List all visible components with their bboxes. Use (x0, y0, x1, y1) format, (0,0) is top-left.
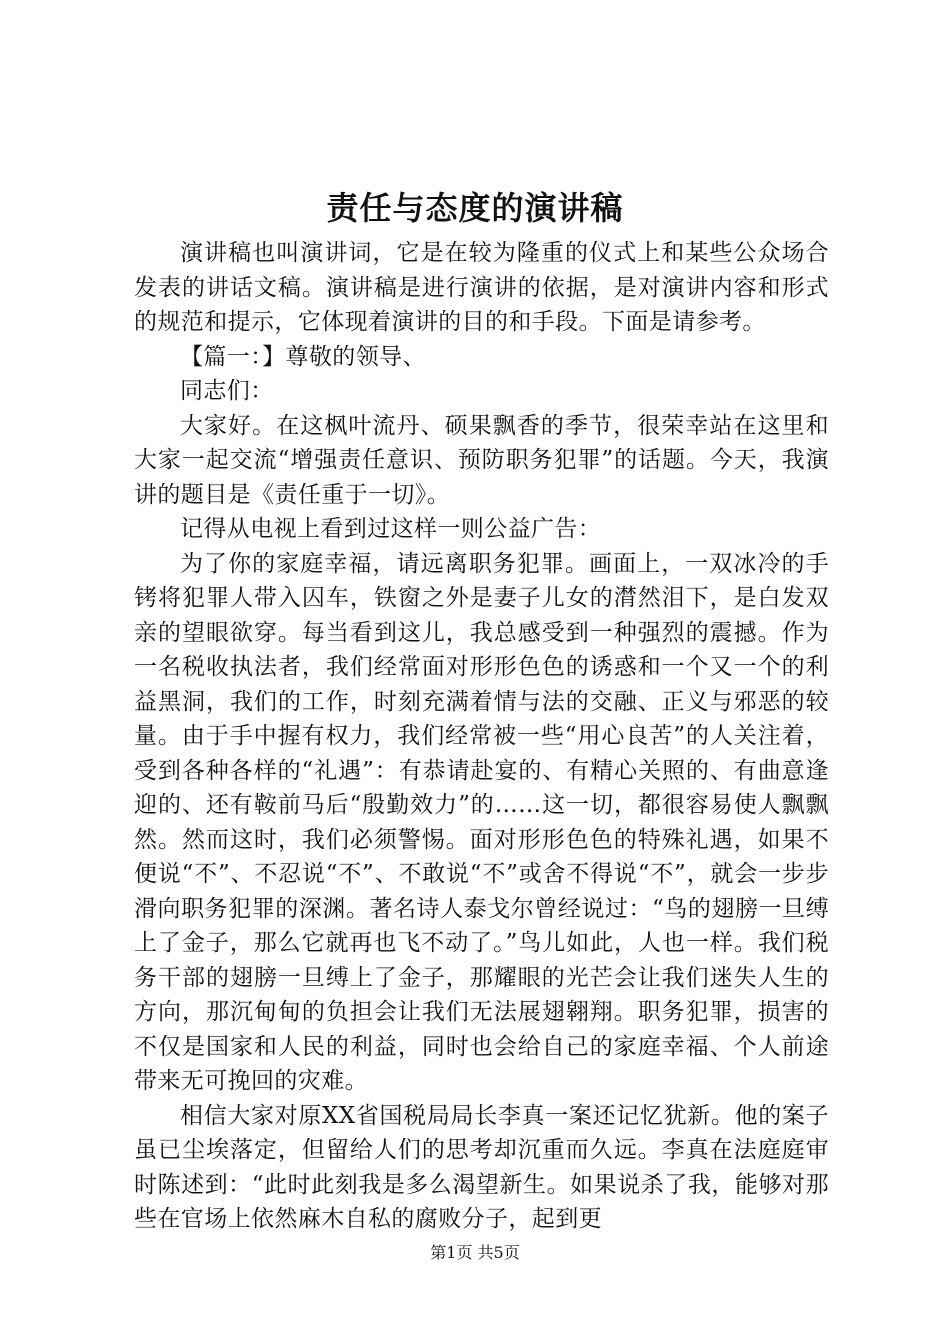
paragraph-ad-intro: 记得从电视上看到过这样一则公益广告： (180, 516, 602, 542)
document-body (134, 236, 829, 1237)
paragraph-salutation: 同志们： (180, 378, 274, 404)
paragraph-greeting: 大家好。在这枫叶流丹、硕果飘香的季节，很荣幸站在这里和大家一起交流“增强责任意识、预防职务犯罪”的话题。今天，我演讲的题目是《责任重于一切》。 (134, 412, 829, 508)
document-title: 责任与态度的演讲稿 (326, 189, 624, 227)
paragraph-section-heading: 【篇一：】尊敬的领导、 (180, 343, 426, 370)
page-number: 第1页 共5页 (430, 1243, 520, 1262)
paragraph-intro: 演讲稿也叫演讲词，它是在较为隆重的仪式上和某些公众场合发表的讲话文稿。演讲稿是进行演讲的依据，是对演讲内容和形式的规范和提示，它体现着演讲的目的和手段。下面是请参考。 (134, 240, 829, 335)
paragraph-main: 为了你的家庭幸福，请远离职务犯罪。画面上，一双冰冷的手铐将犯罪人带入囚车，铁窗之外是妻子儿女的潸然泪下，是白发双亲的望眼欲穿。每当看到这儿，我总感受到一种强烈的震撼。作为一名税收执法者，我们经常面对形形色色的诱惑和一个又一个的利益黑洞，我们的工作，时刻充满着情与法的交融、正义与邪恶的较量。由于手中握有权力，我们经常被一些“用心良苦”的人关注着，受到各种各样的“礼遇”：有恭请赴宴的、有精心关照的、有曲意逢迎的、还有鞍前马后“殷勤效力”的……这一切，都很容易使人飘飘然。然而这时，我们必须警惕。面对形形色色的特殊礼遇，如果不便说“不”、不忍说“不”、不敢说“不”或舍不得说“不”，就会一步步滑向职务犯罪的深渊。著名诗人泰戈尔曾经说过：“鸟的翅膀一旦缚上了金子，那么它就再也飞不动了。”鸟儿如此，人也一样。我们税务干部的翅膀一旦缚上了金子，那耀眼的光芒会让我们迷失人生的方向，那沉甸甸的负担会让我们无法展翅翱翔。职务犯罪，损害的不仅是国家和人民的利益，同时也会给自己的家庭幸福、个人前途带来无可挽回的灾难。 (134, 550, 829, 1094)
paragraph-case: 相信大家对原XX省国税局局长李真一案还记忆犹新。他的案子虽已尘埃落定，但留给人们的思考却沉重而久远。李真在法庭庭审时陈述到：“此时此刻我是多么渴望新生。如果说杀了我，能够对那些在官场上依然麻木自私的腐败分子，起到更 (134, 1102, 829, 1232)
